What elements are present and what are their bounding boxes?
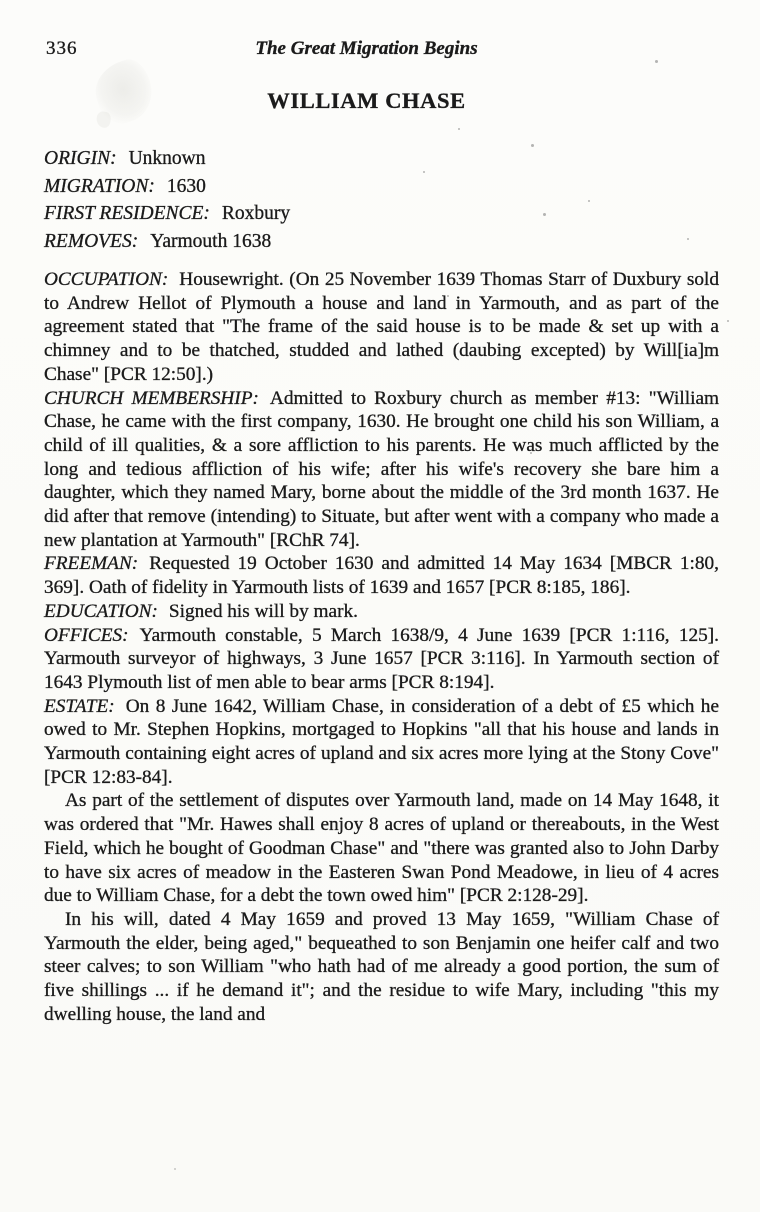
vital-label: ORIGIN: [44, 148, 117, 169]
entry-title: WILLIAM CHASE [267, 88, 466, 113]
section-education [44, 600, 719, 624]
vital-value: 1630 [166, 175, 206, 197]
vital-row-origin [44, 145, 719, 173]
vital-row-migration [44, 173, 719, 201]
section-occupation [44, 268, 719, 387]
scan-speck [713, 653, 715, 655]
section-offices [44, 624, 719, 695]
section-label: ESTATE: [44, 695, 115, 717]
running-head: The Great Migration Begins [255, 38, 478, 59]
scan-speck [543, 213, 546, 216]
vital-row-removes [44, 228, 719, 256]
section-church-membership [44, 387, 719, 553]
section-label: OFFICES: [44, 624, 129, 646]
vital-row-first-residence [44, 200, 719, 228]
section-label: OCCUPATION: [44, 269, 169, 290]
scan-speck [531, 144, 534, 147]
page-header [44, 38, 719, 61]
scan-speck [174, 1168, 176, 1170]
section-text: Yarmouth constable, 5 March 1638/9, 4 June 1639 [PCR 1:116, 125]. Yarmouth surveyor of highways, 3 June 1657 [PCR 3:116]. In Yarmouth section of 1643 Plymouth list of men able to bear arms [PCR 8:194]. [44, 624, 719, 693]
section-text: On 8 June 1642, William Chase, in consideration of a debt of £5 which he owed to Mr. Stephen Hopkins, mortgaged to Hopkins "all that his house and lands in Yarmouth containing eight acres of upland and six acres more lying at the Stony Cove" [PCR 12:83-84]. [44, 695, 719, 788]
section-label: EDUCATION: [44, 600, 158, 622]
vital-label: FIRST RESIDENCE: [44, 203, 210, 224]
scan-speck [687, 238, 689, 240]
scan-speck [655, 60, 658, 63]
vital-label: REMOVES: [44, 230, 139, 252]
section-freeman [44, 552, 719, 599]
page-number: 336 [46, 38, 78, 59]
section-label: FREEMAN: [44, 553, 139, 575]
body-paragraph: As part of the settlement of disputes over Yarmouth land, made on 14 May 1648, it was ordered that "Mr. Hawes shall enjoy 8 acres of upland or thereabouts, in the West Field, which he bought of Goodman Chase" and "there was granted also to John Darby to have six acres of meadow in the Easteren Swan Pond Meadowe, in lieu of 4 acres due to William Chase, for a debt the town owed him" [PCR 2:128-29]. [44, 790, 719, 907]
vital-label: MIGRATION: [44, 175, 155, 197]
leaf-watermark [88, 55, 160, 129]
scan-speck [588, 200, 590, 202]
scan-speck [727, 320, 729, 322]
entry-body [44, 268, 719, 1027]
section-label: CHURCH MEMBERSHIP: [44, 387, 259, 409]
body-paragraph: In his will, dated 4 May 1659 and proved 13 May 1659, "William Chase of Yarmouth the elder, being aged," bequeathed to son Benjamin one heifer calf and two steer calves; to son William "who hath had of me already a good portion, the sum of five shillings ... if he demand it"; and the residue to wife Mary, including "this my dwelling house, the land and [44, 908, 719, 1025]
scan-speck [530, 452, 532, 454]
section-text: Admitted to Roxbury church as member #13: "William Chase, he came with the first company, 1630. He brought one child his son William, a child of ill qualities, & a sore affliction to his parents. He was much afflicted by the long and tedious affliction of his wife; after his wife's recovery she bare him a daughter, which they named Mary, borne about the middle of the 3rd month 1637. He did after that remove (intending) to Situate, but after went with a company who made a new plantation at Yarmouth" [RChR 74]. [44, 387, 720, 551]
section-text: Requested 19 October 1630 and admitted 14 May 1634 [MBCR 1:80, 369]. Oath of fidelity in Yarmouth lists of 1639 and 1657 [PCR 8:185, 186]. [44, 553, 719, 599]
vitals-block [44, 145, 719, 255]
vital-value: Roxbury [221, 203, 291, 224]
section-estate [44, 695, 719, 790]
vital-value: Yarmouth 1638 [150, 230, 272, 252]
scan-speck [423, 171, 425, 173]
scan-speck [447, 295, 449, 297]
section-text: Housewright. (On 25 November 1639 Thomas Starr of Duxbury sold to Andrew Hellot of Plymouth a house and land in Yarmouth, and as part of the agreement stated that "The frame of the said house is to be made & set up with a chimney and to be thatched, studded and lathed (daubing excepted) by Will[ia]m Chase" [PCR 12:50].) [44, 269, 719, 385]
scan-speck [497, 722, 499, 724]
section-text: Signed his will by mark. [168, 600, 358, 622]
vital-value: Unknown [128, 148, 206, 169]
scan-speck [458, 128, 460, 130]
